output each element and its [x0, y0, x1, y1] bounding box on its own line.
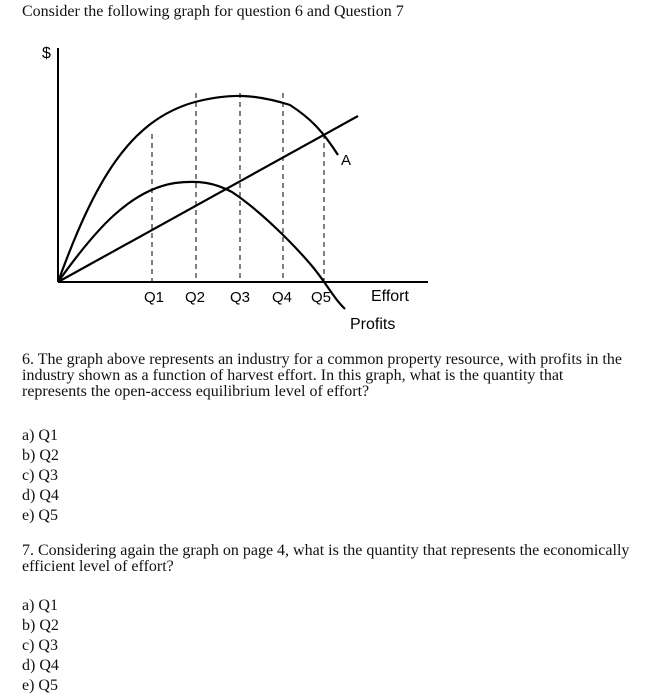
- q6-option-e: e) Q5: [22, 507, 58, 524]
- q7-option-e: e) Q5: [22, 677, 58, 694]
- question-7-text: 7. Considering again the graph on page 4, what is the quantity that represents the economically efficient level of effort?: [22, 542, 630, 575]
- q6-option-d: d) Q4: [22, 487, 59, 504]
- tick-label-q4: Q4: [272, 289, 293, 306]
- total-cost-line: [58, 116, 358, 282]
- tick-label-q5: Q5: [311, 289, 332, 306]
- curve-label-profits: Profits: [350, 316, 396, 333]
- q6-option-a: a) Q1: [22, 427, 58, 444]
- q6-option-b: b) Q2: [22, 447, 59, 464]
- q7-option-c: c) Q3: [22, 637, 58, 654]
- q6-option-c: c) Q3: [22, 467, 58, 484]
- question-6-options: [22, 426, 59, 526]
- q7-option-d: d) Q4: [22, 657, 59, 674]
- heading: Consider the following graph for question 6 and Question 7: [22, 3, 404, 20]
- tick-label-q2: Q2: [185, 289, 206, 306]
- tick-label-q1: Q1: [144, 289, 165, 306]
- q7-option-b: b) Q2: [22, 617, 59, 634]
- total-revenue-curve: [58, 96, 338, 282]
- effort-graph: [0, 0, 657, 340]
- y-axis-label: $: [42, 45, 51, 62]
- question-7-options: [22, 596, 59, 696]
- x-axis-label: Effort: [371, 288, 409, 305]
- q7-option-a: a) Q1: [22, 597, 58, 614]
- question-6-text: 6. The graph above represents an industry for a common property resource, with profits in the industry shown as a function of harvest effort. In this graph, what is the quantity that represents the open-access equilibrium level of effort?: [22, 351, 622, 400]
- tick-label-q3: Q3: [230, 289, 251, 306]
- curve-label-a: A: [341, 152, 352, 169]
